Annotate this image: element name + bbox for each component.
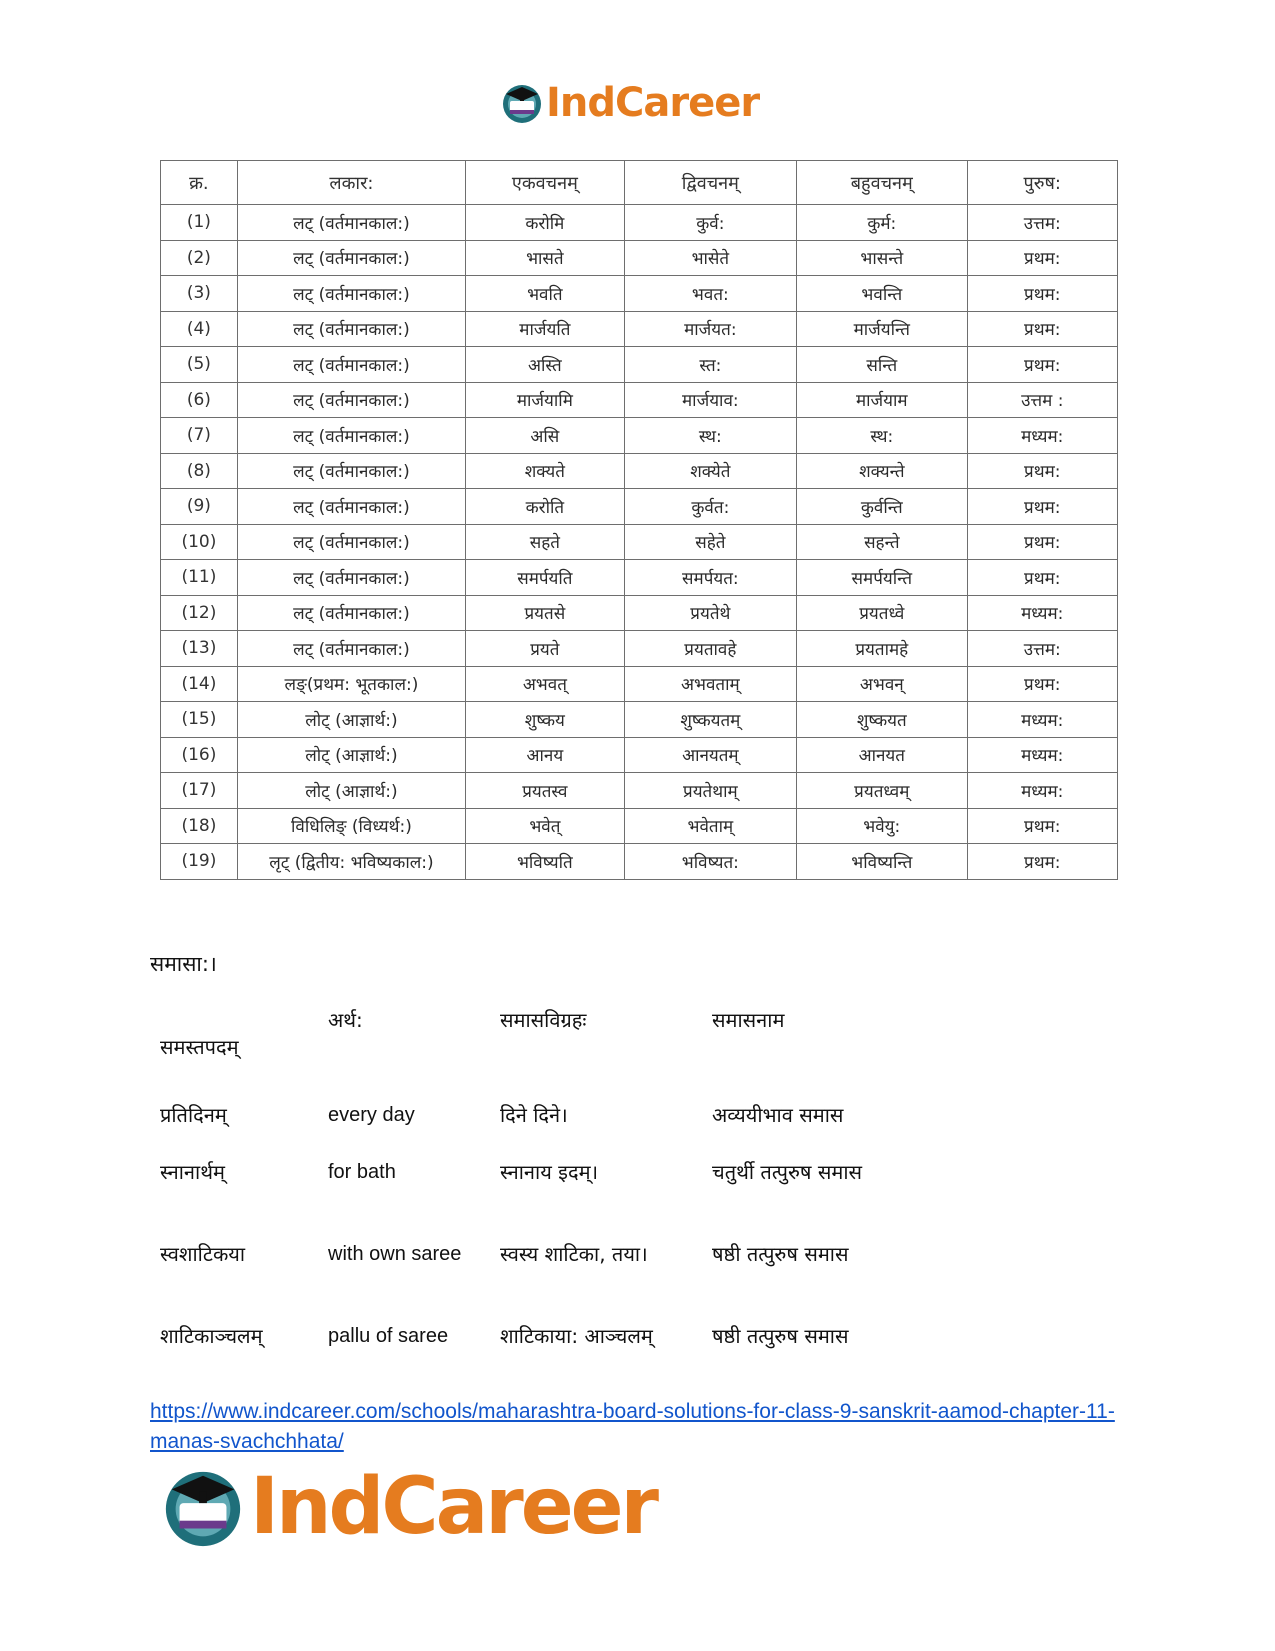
samasa-heading: समासा:। bbox=[150, 952, 217, 976]
table-row bbox=[161, 205, 1118, 241]
table-cell: लट् (वर्तमानकाल:) bbox=[237, 489, 465, 525]
table-cell: लट् (वर्तमानकाल:) bbox=[237, 240, 465, 276]
table-cell: भविष्यन्ति bbox=[797, 844, 967, 880]
header-purusha: पुरुष: bbox=[967, 161, 1117, 205]
header-bahuvachanam: बहुवचनम् bbox=[797, 161, 967, 205]
table-cell: (6) bbox=[161, 382, 238, 418]
table-cell: मध्यम: bbox=[967, 702, 1117, 738]
samasa-cell: pallu of saree bbox=[328, 1325, 449, 1347]
table-row bbox=[161, 418, 1118, 454]
table-cell: लट् (वर्तमानकाल:) bbox=[237, 595, 465, 631]
table-cell: मार्जयति bbox=[466, 311, 625, 347]
table-cell: प्रथम: bbox=[967, 347, 1117, 383]
table-cell: मध्यम: bbox=[967, 595, 1117, 631]
lakara-table bbox=[160, 160, 1118, 880]
table-cell: (9) bbox=[161, 489, 238, 525]
samasa-cell: षष्ठी तत्पुरुष समास bbox=[712, 1242, 849, 1266]
samasa-cell: स्नानार्थम् bbox=[160, 1160, 225, 1184]
indcareer-logo-top bbox=[500, 78, 759, 128]
samasa-header-vigraha: समासविग्रहः bbox=[500, 1008, 587, 1032]
table-row bbox=[161, 737, 1118, 773]
table-cell: (13) bbox=[161, 631, 238, 667]
samasa-cell: अव्ययीभाव समास bbox=[712, 1103, 844, 1127]
table-cell: प्रयते bbox=[466, 631, 625, 667]
table-cell: कुर्वत: bbox=[624, 489, 796, 525]
samasa-cell: with own saree bbox=[328, 1243, 462, 1265]
samasa-row bbox=[150, 1100, 902, 1157]
table-cell: भासेते bbox=[624, 240, 796, 276]
table-row bbox=[161, 631, 1118, 667]
samasa-cell: चतुर्थी तत्पुरुष समास bbox=[712, 1160, 863, 1184]
table-cell: (18) bbox=[161, 808, 238, 844]
graduation-cap-book-globe-icon bbox=[500, 81, 544, 125]
table-cell: आनयतम् bbox=[624, 737, 796, 773]
table-cell: प्रयतस्व bbox=[466, 773, 625, 809]
table-cell: भविष्यत: bbox=[624, 844, 796, 880]
table-row bbox=[161, 311, 1118, 347]
samasa-cell: स्नानाय इदम्। bbox=[500, 1160, 599, 1184]
table-cell: भवेयु: bbox=[797, 808, 967, 844]
table-cell: (5) bbox=[161, 347, 238, 383]
table-cell: प्रथम: bbox=[967, 808, 1117, 844]
table-cell: प्रयतध्वे bbox=[797, 595, 967, 631]
table-cell: करोति bbox=[466, 489, 625, 525]
table-cell: (2) bbox=[161, 240, 238, 276]
graduation-cap-book-globe-icon bbox=[160, 1464, 246, 1550]
table-cell: मार्जयामि bbox=[466, 382, 625, 418]
samasa-cell: every day bbox=[328, 1104, 415, 1126]
table-row bbox=[161, 276, 1118, 312]
table-row bbox=[161, 489, 1118, 525]
table-cell: भविष्यति bbox=[466, 844, 625, 880]
samasa-cell: for bath bbox=[328, 1161, 396, 1183]
table-cell: करोमि bbox=[466, 205, 625, 241]
table-cell: (8) bbox=[161, 453, 238, 489]
table-cell: लट् (वर्तमानकाल:) bbox=[237, 205, 465, 241]
table-row bbox=[161, 453, 1118, 489]
table-row bbox=[161, 808, 1118, 844]
table-cell: (3) bbox=[161, 276, 238, 312]
table-cell: लृट् (द्वितीय: भविष्यकाल:) bbox=[237, 844, 465, 880]
table-cell: लट् (वर्तमानकाल:) bbox=[237, 524, 465, 560]
table-cell: लट् (वर्तमानकाल:) bbox=[237, 382, 465, 418]
table-cell: अभवत् bbox=[466, 666, 625, 702]
table-cell: भवेताम् bbox=[624, 808, 796, 844]
table-cell: स्त: bbox=[624, 347, 796, 383]
table-cell: कुर्वन्ति bbox=[797, 489, 967, 525]
samasa-table bbox=[150, 1005, 902, 1373]
samasa-header-artha: अर्थ: bbox=[328, 1008, 363, 1032]
table-cell: अभवताम् bbox=[624, 666, 796, 702]
table-cell: लोट् (आज्ञार्थ:) bbox=[237, 773, 465, 809]
table-cell: विधिलिङ् (विध्यर्थ:) bbox=[237, 808, 465, 844]
samasa-cell: स्वस्य शाटिका, तया। bbox=[500, 1242, 648, 1266]
table-cell: आनय bbox=[466, 737, 625, 773]
table-row bbox=[161, 347, 1118, 383]
table-cell: मध्यम: bbox=[967, 418, 1117, 454]
samasa-cell: शाटिकाया: आञ्चलम् bbox=[500, 1324, 653, 1348]
table-cell: (4) bbox=[161, 311, 238, 347]
table-cell: प्रयतसे bbox=[466, 595, 625, 631]
table-cell: सहते bbox=[466, 524, 625, 560]
table-cell: प्रथम: bbox=[967, 666, 1117, 702]
table-cell: मार्जयत: bbox=[624, 311, 796, 347]
table-cell: उत्तम: bbox=[967, 631, 1117, 667]
table-cell: प्रथम: bbox=[967, 560, 1117, 596]
samasa-cell: दिने दिने। bbox=[500, 1103, 568, 1127]
table-cell: लङ्(प्रथम: भूतकाल:) bbox=[237, 666, 465, 702]
table-cell: भवेत् bbox=[466, 808, 625, 844]
table-cell: भासन्ते bbox=[797, 240, 967, 276]
header-dvivachanam: द्विवचनम् bbox=[624, 161, 796, 205]
table-cell: सहन्ते bbox=[797, 524, 967, 560]
table-cell: असि bbox=[466, 418, 625, 454]
table-cell: (17) bbox=[161, 773, 238, 809]
table-cell: लट् (वर्तमानकाल:) bbox=[237, 453, 465, 489]
table-cell: समर्पयत: bbox=[624, 560, 796, 596]
samasa-cell: स्वशाटिकया bbox=[160, 1242, 246, 1266]
table-row bbox=[161, 240, 1118, 276]
table-cell: भासते bbox=[466, 240, 625, 276]
samasa-cell: प्रतिदिनम् bbox=[160, 1103, 227, 1127]
table-cell: लोट् (आज्ञार्थ:) bbox=[237, 702, 465, 738]
table-cell: उत्तम: bbox=[967, 205, 1117, 241]
table-cell: स्थ: bbox=[797, 418, 967, 454]
table-cell: प्रथम: bbox=[967, 524, 1117, 560]
table-cell: स्थ: bbox=[624, 418, 796, 454]
table-cell: प्रयतावहे bbox=[624, 631, 796, 667]
table-cell: प्रथम: bbox=[967, 453, 1117, 489]
brand-name: IndCareer bbox=[250, 1462, 656, 1552]
table-row bbox=[161, 844, 1118, 880]
table-cell: प्रथम: bbox=[967, 311, 1117, 347]
table-cell: लट् (वर्तमानकाल:) bbox=[237, 276, 465, 312]
table-row bbox=[161, 666, 1118, 702]
table-cell: (7) bbox=[161, 418, 238, 454]
table-cell: प्रयतध्वम् bbox=[797, 773, 967, 809]
header-lakara: लकार: bbox=[237, 161, 465, 205]
brand-name: IndCareer bbox=[546, 80, 760, 126]
table-cell: प्रथम: bbox=[967, 240, 1117, 276]
table-cell: शुष्कय bbox=[466, 702, 625, 738]
table-cell: शक्येते bbox=[624, 453, 796, 489]
table-cell: मार्जयाम bbox=[797, 382, 967, 418]
table-cell: शक्यते bbox=[466, 453, 625, 489]
table-cell: कुर्व: bbox=[624, 205, 796, 241]
table-cell: शक्यन्ते bbox=[797, 453, 967, 489]
table-cell: (16) bbox=[161, 737, 238, 773]
table-cell: आनयत bbox=[797, 737, 967, 773]
table-cell: लट् (वर्तमानकाल:) bbox=[237, 560, 465, 596]
samasa-header-samastapadam: समस्तपदम् bbox=[160, 1035, 239, 1059]
table-cell: (11) bbox=[161, 560, 238, 596]
header-kra: क्र. bbox=[161, 161, 238, 205]
table-cell: भवति bbox=[466, 276, 625, 312]
samasa-row bbox=[150, 1239, 902, 1321]
table-row bbox=[161, 560, 1118, 596]
samasa-cell: शाटिकाञ्चलम् bbox=[160, 1324, 263, 1348]
source-link[interactable]: https://www.indcareer.com/schools/maharashtra-board-solutions-for-class-9-sanskrit-aamod-chapter-11-manas-svachchhata/ bbox=[150, 1400, 1115, 1453]
table-cell: प्रयतेथाम् bbox=[624, 773, 796, 809]
table-cell: अभवन् bbox=[797, 666, 967, 702]
table-cell: (10) bbox=[161, 524, 238, 560]
table-cell: (15) bbox=[161, 702, 238, 738]
table-cell: प्रथम: bbox=[967, 276, 1117, 312]
table-row bbox=[161, 595, 1118, 631]
table-cell: उत्तम : bbox=[967, 382, 1117, 418]
table-cell: सन्ति bbox=[797, 347, 967, 383]
table-cell: मध्यम: bbox=[967, 737, 1117, 773]
table-cell: लोट् (आज्ञार्थ:) bbox=[237, 737, 465, 773]
table-cell: प्रयतामहे bbox=[797, 631, 967, 667]
table-cell: मार्जयन्ति bbox=[797, 311, 967, 347]
table-cell: प्रथम: bbox=[967, 489, 1117, 525]
samasa-row bbox=[150, 1321, 902, 1373]
table-row bbox=[161, 382, 1118, 418]
table-cell: अस्ति bbox=[466, 347, 625, 383]
table-cell: समर्पयति bbox=[466, 560, 625, 596]
table-cell: समर्पयन्ति bbox=[797, 560, 967, 596]
samasa-cell: षष्ठी तत्पुरुष समास bbox=[712, 1324, 849, 1348]
table-cell: लट् (वर्तमानकाल:) bbox=[237, 418, 465, 454]
table-cell: कुर्म: bbox=[797, 205, 967, 241]
table-cell: भवन्ति bbox=[797, 276, 967, 312]
table-cell: प्रथम: bbox=[967, 844, 1117, 880]
table-cell: शुष्कयत bbox=[797, 702, 967, 738]
table-cell: शुष्कयतम् bbox=[624, 702, 796, 738]
table-cell: लट् (वर्तमानकाल:) bbox=[237, 631, 465, 667]
table-cell: भवत: bbox=[624, 276, 796, 312]
table-cell: (14) bbox=[161, 666, 238, 702]
table-cell: मार्जयाव: bbox=[624, 382, 796, 418]
table-row bbox=[161, 524, 1118, 560]
table-cell: (12) bbox=[161, 595, 238, 631]
table-cell: प्रयतेथे bbox=[624, 595, 796, 631]
table-cell: लट् (वर्तमानकाल:) bbox=[237, 347, 465, 383]
table-cell: सहेते bbox=[624, 524, 796, 560]
header-ekavachanam: एकवचनम् bbox=[466, 161, 625, 205]
samasa-header-samasanama: समासनाम bbox=[712, 1008, 785, 1032]
indcareer-logo-bottom bbox=[160, 1462, 656, 1552]
table-cell: (19) bbox=[161, 844, 238, 880]
table-cell: लट् (वर्तमानकाल:) bbox=[237, 311, 465, 347]
table-header-row bbox=[161, 161, 1118, 205]
table-row bbox=[161, 702, 1118, 738]
table-cell: (1) bbox=[161, 205, 238, 241]
samasa-row bbox=[150, 1157, 902, 1239]
samasa-header-row bbox=[150, 1005, 902, 1100]
table-row bbox=[161, 773, 1118, 809]
table-cell: मध्यम: bbox=[967, 773, 1117, 809]
